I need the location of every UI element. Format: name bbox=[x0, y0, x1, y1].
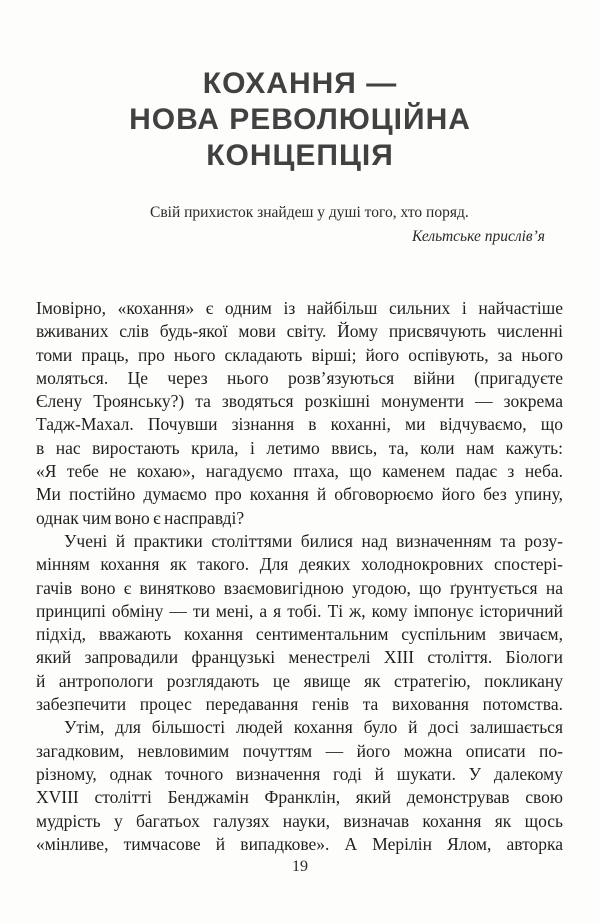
text-line: XVIII столітті Бенджамін Франклін, який демонстрував свою bbox=[36, 787, 563, 808]
page-number: 19 bbox=[292, 858, 308, 875]
chapter-title-line: КОХАННЯ — bbox=[202, 67, 398, 100]
text-line: забезпечити процес передавання генів та виховання потомства. bbox=[36, 694, 563, 715]
chapter-title-line: НОВА РЕВОЛЮЦІЙНА bbox=[129, 103, 471, 136]
text-line: принципі обміну — ти мені, а я тобі. Ті ж, кому імпонує історичний bbox=[36, 600, 563, 621]
paragraph-1 bbox=[36, 297, 563, 530]
epigraph-quote: Свій прихисток знайдеш у душі того, хто поряд. bbox=[150, 204, 469, 221]
text-line: мудрість у багатьох галузях науки, визначав кохання як щось bbox=[36, 810, 563, 831]
text-line: в нас виростають крила, і летимо ввись, та, коли нам кажуть: bbox=[36, 437, 563, 458]
paragraph-2 bbox=[36, 530, 563, 716]
chapter-title-line: КОНЦЕПЦІЯ bbox=[206, 139, 394, 172]
text-line: Тадж-Махал. Почувши зізнання в коханні, ми відчуваємо, що bbox=[36, 414, 563, 435]
text-line: мінням кохання як такого. Для деяких холоднокровних спостері- bbox=[36, 554, 563, 575]
text-line: моляться. Це через нього розв’язуються війни (пригадуєте bbox=[36, 367, 563, 388]
text-line: Ми постійно думаємо про кохання й обговорюємо його без упину, bbox=[36, 484, 563, 505]
text-line: Єлену Троянську?) та зводяться розкішні монументи — зокрема bbox=[36, 391, 563, 412]
text-line: й антропологи розглядають це явище як стратегію, покликану bbox=[36, 670, 563, 691]
text-line: Утім, для більшості людей кохання було й досі залишається bbox=[64, 717, 563, 738]
text-line: гачів воно є винятково взаємовигідною угодою, що ґрунтується на bbox=[36, 577, 563, 598]
text-line: різному, однак точного визначення годі й шукати. У далекому bbox=[36, 763, 563, 784]
text-line: «мінливе, тимчасове й випадкове». А Мерілін Ялом, авторка bbox=[36, 833, 563, 854]
text-line: підхід, вважають кохання сентиментальним суспільним звичаєм, bbox=[36, 624, 563, 645]
text-line: «Я тебе не кохаю», нагадуємо птаха, що каменем падає з неба. bbox=[36, 461, 563, 482]
epigraph bbox=[150, 202, 545, 247]
chapter-title bbox=[40, 66, 560, 174]
text-line: томи праць, про нього складають вірші; його оспівують, за нього bbox=[36, 344, 563, 365]
text-line: загадковим, невловимим почуттям — його можна описати по- bbox=[36, 740, 563, 761]
paragraph-3 bbox=[36, 716, 563, 856]
text-line: вживаних слів будь-якої мови світу. Йому присвячують численні bbox=[36, 321, 563, 342]
text-line: однак чим воно є насправді? bbox=[36, 507, 245, 528]
text-line: Імовірно, «кохання» є одним із найбільш сильних і найчастіше bbox=[36, 298, 563, 318]
epigraph-attribution: Кельтське прислів’я bbox=[411, 228, 545, 245]
text-line: який запровадили французькі менестрелі XIII століття. Біологи bbox=[36, 647, 563, 668]
body-text bbox=[36, 297, 563, 856]
text-line: Учені й практики століттями билися над визначенням та розу- bbox=[64, 530, 563, 551]
